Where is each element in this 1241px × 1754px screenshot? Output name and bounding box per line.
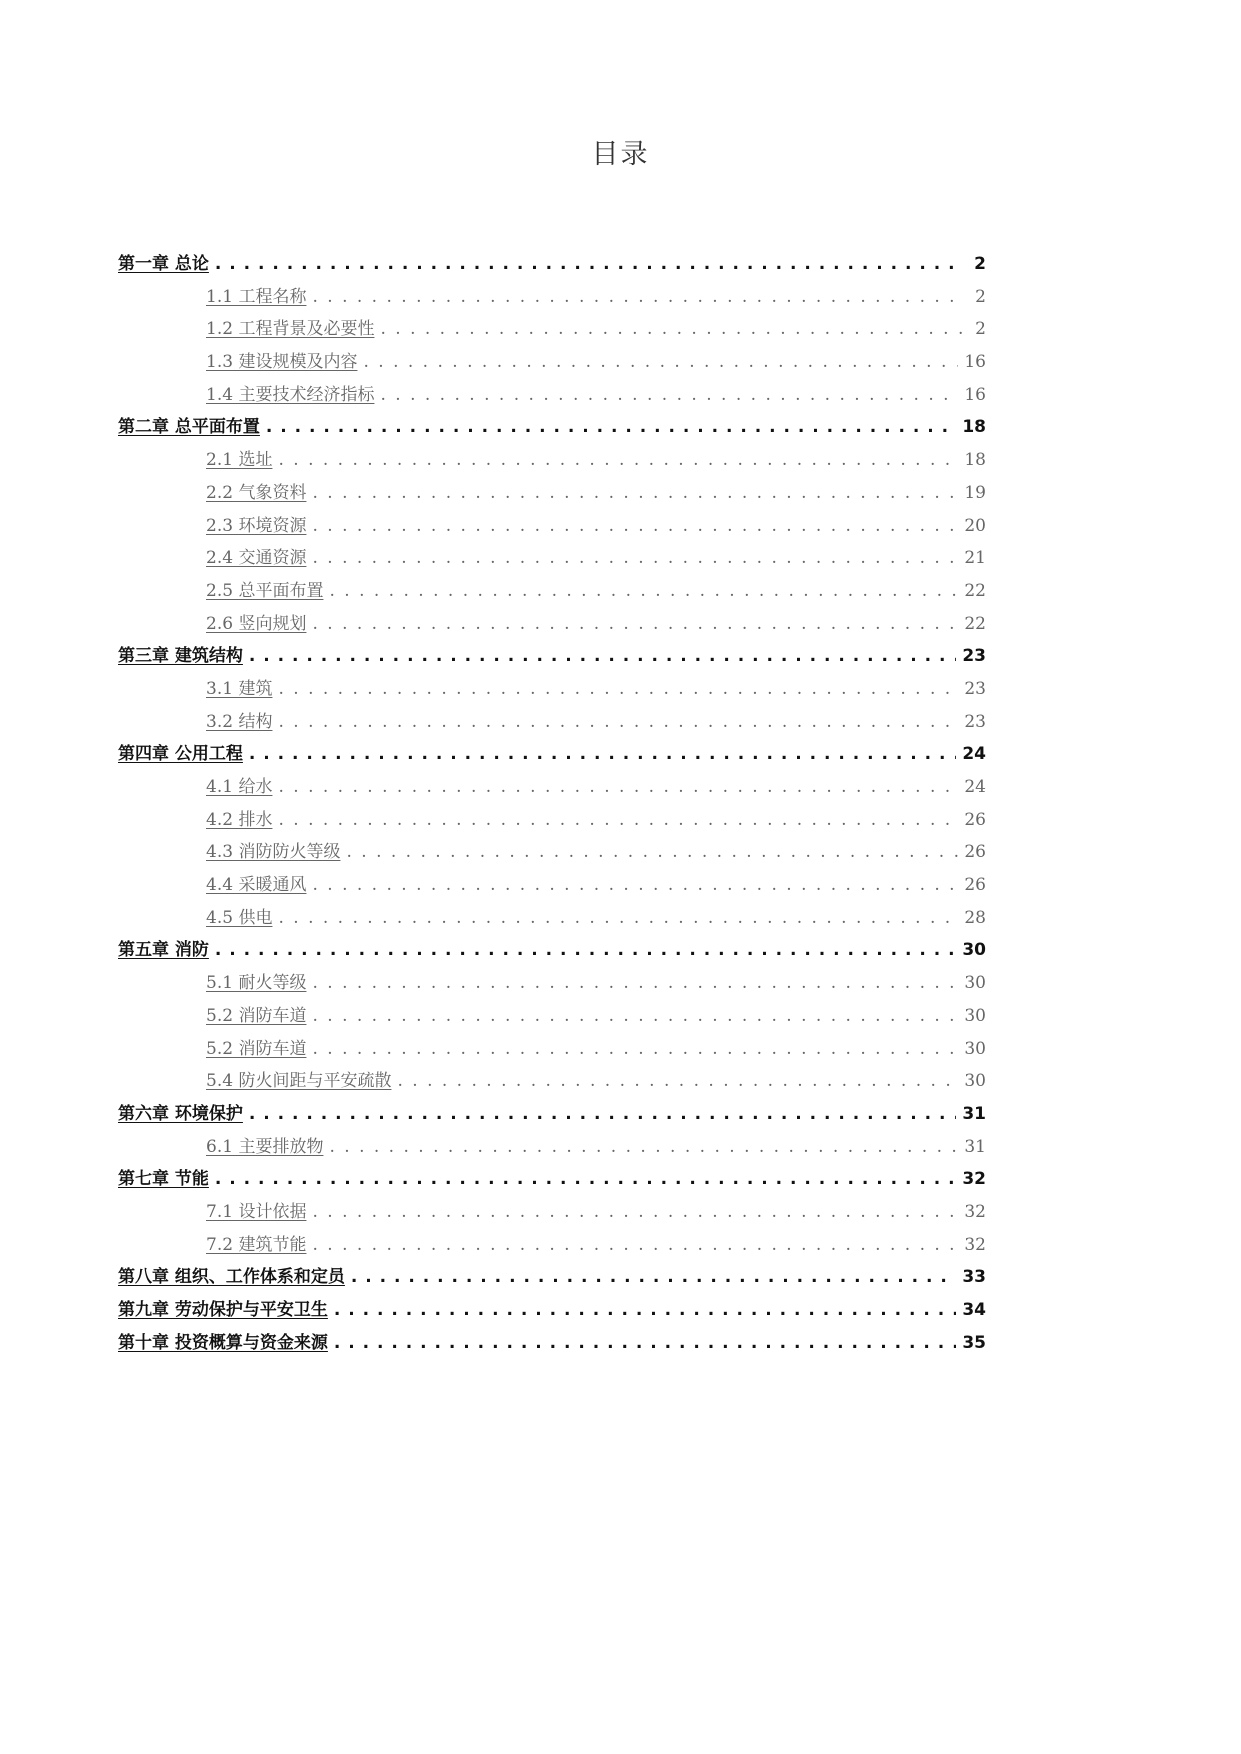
toc-leader-dots (266, 411, 956, 444)
toc-leader-dots (312, 477, 958, 510)
toc-leader-dots (249, 640, 956, 673)
toc-page-number: 32 (964, 1234, 986, 1255)
toc-leader-dots (329, 1131, 958, 1164)
toc-section-entry[interactable] (118, 444, 986, 477)
toc-entry-label[interactable]: 7.2 建筑节能 (206, 1234, 307, 1255)
toc-section-entry[interactable] (118, 967, 986, 1000)
toc-page-number: 22 (964, 580, 986, 601)
toc-leader-dots (312, 1229, 958, 1262)
toc-entry-label[interactable]: 第九章 劳动保护与平安卫生 (118, 1300, 328, 1320)
toc-page-number: 2 (975, 286, 986, 307)
toc-entry-label[interactable]: 1.3 建设规模及内容 (206, 352, 358, 373)
toc-section-entry[interactable] (118, 510, 986, 543)
toc-page-number: 19 (964, 482, 986, 503)
toc-page-number: 23 (964, 711, 986, 732)
toc-entry-label[interactable]: 第六章 环境保护 (118, 1103, 243, 1124)
toc-page-number: 22 (964, 613, 986, 634)
toc-entry-label[interactable]: 4.3 消防防火等级 (206, 842, 341, 863)
toc-entry-label[interactable]: 2.3 环境资源 (206, 515, 307, 536)
toc-entry-label[interactable]: 3.1 建筑 (206, 678, 273, 699)
toc-leader-dots (312, 542, 958, 575)
toc-entry-label[interactable]: 5.1 耐火等级 (206, 973, 307, 994)
toc-section-entry[interactable] (118, 673, 986, 706)
toc-entry-label[interactable]: 7.1 设计依据 (206, 1201, 307, 1222)
toc-section-entry[interactable] (118, 1033, 986, 1066)
toc-entry-label[interactable]: 2.2 气象资料 (206, 482, 307, 503)
toc-section-entry[interactable] (118, 379, 986, 412)
toc-page-number: 2 (974, 254, 986, 274)
toc-section-entry[interactable] (118, 575, 986, 608)
toc-page-number: 24 (962, 744, 986, 765)
toc-leader-dots (215, 1163, 956, 1196)
toc-entry-label[interactable]: 5.4 防火间距与平安疏散 (206, 1071, 392, 1092)
toc-section-entry[interactable] (118, 1131, 986, 1164)
toc-leader-dots (249, 1098, 956, 1131)
toc-entry-label[interactable]: 2.1 选址 (206, 450, 273, 471)
toc-page-number: 20 (964, 515, 986, 536)
toc-page-number: 31 (964, 1136, 986, 1157)
toc-entry-label[interactable]: 第四章 公用工程 (118, 744, 243, 765)
toc-leader-dots (312, 1000, 958, 1033)
toc-entry-label[interactable]: 第三章 建筑结构 (118, 646, 243, 667)
toc-page-number: 18 (964, 450, 986, 471)
toc-leader-dots (278, 706, 958, 739)
toc-page-number: 35 (962, 1332, 986, 1353)
toc-entry-label[interactable]: 1.1 工程名称 (206, 286, 307, 307)
toc-page-number: 21 (964, 548, 986, 569)
toc-entry-label[interactable]: 4.5 供电 (206, 907, 273, 928)
toc-page-number: 24 (964, 777, 986, 797)
toc-section-entry[interactable] (118, 771, 986, 804)
toc-entry-label[interactable]: 6.1 主要排放物 (206, 1136, 324, 1157)
toc-entry-label[interactable]: 1.2 工程背景及必要性 (206, 319, 375, 340)
toc-section-entry[interactable] (118, 869, 986, 902)
toc-leader-dots (329, 575, 958, 608)
toc-section-entry[interactable] (118, 902, 986, 935)
toc-leader-dots (278, 804, 958, 837)
toc-page-number: 32 (964, 1201, 986, 1222)
toc-chapter-entry[interactable] (118, 1163, 986, 1196)
toc-page-number: 30 (964, 973, 986, 994)
toc-chapter-entry[interactable] (118, 640, 986, 673)
toc-section-entry[interactable] (118, 1229, 986, 1262)
toc-leader-dots (380, 379, 958, 412)
toc-chapter-entry[interactable] (118, 1294, 986, 1327)
toc-leader-dots (312, 869, 958, 902)
toc-page-number: 28 (964, 907, 986, 928)
toc-page-number: 30 (964, 1071, 986, 1092)
toc-page-number: 31 (962, 1103, 986, 1124)
toc-chapter-entry[interactable] (118, 411, 986, 444)
toc-entry-label[interactable]: 2.4 交通资源 (206, 548, 307, 569)
toc-page-number: 23 (964, 678, 986, 699)
toc-page-number: 26 (964, 875, 986, 896)
toc-leader-dots (312, 608, 958, 641)
toc-section-entry[interactable] (118, 477, 986, 510)
toc-section-entry[interactable] (118, 1196, 986, 1229)
toc-page-number: 33 (962, 1267, 986, 1288)
toc-leader-dots (215, 934, 956, 967)
toc-page-number: 16 (964, 352, 986, 373)
toc-leader-dots (363, 346, 958, 379)
toc-leader-dots (334, 1327, 956, 1360)
toc-entry-label[interactable]: 4.1 给水 (206, 777, 273, 797)
toc-section-entry[interactable] (118, 706, 986, 739)
toc-entry-label[interactable]: 4.4 采暖通风 (206, 875, 307, 896)
toc-leader-dots (278, 673, 958, 706)
toc-page-number: 18 (962, 417, 986, 438)
toc-leader-dots (312, 1196, 958, 1229)
toc-entry-label[interactable]: 第二章 总平面布置 (118, 417, 260, 438)
toc-section-entry[interactable] (118, 281, 986, 314)
toc-leader-dots (397, 1065, 958, 1098)
toc-page-number: 26 (964, 842, 986, 863)
toc-chapter-entry[interactable] (118, 738, 986, 771)
toc-leader-dots (312, 1033, 958, 1066)
toc-page-number: 34 (962, 1300, 986, 1320)
toc-entry-label[interactable]: 2.5 总平面布置 (206, 580, 324, 601)
toc-section-entry[interactable] (118, 542, 986, 575)
toc-entry-label[interactable]: 第七章 节能 (118, 1169, 209, 1190)
toc-entry-label[interactable]: 4.2 排水 (206, 809, 273, 830)
toc-page-number: 2 (975, 319, 986, 340)
toc-chapter-entry[interactable] (118, 934, 986, 967)
toc-entry-label[interactable]: 5.2 消防车道 (206, 1038, 307, 1059)
toc-section-entry[interactable] (118, 608, 986, 641)
toc-leader-dots (215, 248, 962, 281)
toc-leader-dots (312, 967, 958, 1000)
toc-leader-dots (278, 902, 958, 935)
toc-leader-dots (346, 836, 958, 869)
toc-section-entry[interactable] (118, 804, 986, 837)
toc-page-number: 32 (962, 1169, 986, 1190)
toc-section-entry[interactable] (118, 313, 986, 346)
toc-page-number: 23 (962, 646, 986, 667)
toc-chapter-entry[interactable] (118, 1098, 986, 1131)
toc-entry-label[interactable]: 第八章 组织、工作体系和定员 (118, 1267, 345, 1288)
toc-leader-dots (249, 738, 956, 771)
toc-entry-label[interactable]: 第五章 消防 (118, 940, 209, 961)
toc-page-number: 30 (962, 940, 986, 961)
toc-section-entry[interactable] (118, 1000, 986, 1033)
toc-leader-dots (278, 444, 958, 477)
toc-page-number: 16 (964, 384, 986, 405)
toc-leader-dots (312, 281, 962, 314)
toc-leader-dots (380, 313, 962, 346)
toc-section-entry[interactable] (118, 346, 986, 379)
toc-page-number: 30 (964, 1038, 986, 1059)
document-title: 目录 (591, 139, 650, 170)
toc-leader-dots (334, 1294, 956, 1327)
toc-section-entry[interactable] (118, 1065, 986, 1098)
table-of-contents (118, 248, 986, 1359)
toc-chapter-entry[interactable] (118, 248, 986, 281)
toc-entry-label[interactable]: 3.2 结构 (206, 711, 273, 732)
toc-section-entry[interactable] (118, 836, 986, 869)
toc-page-number: 30 (964, 1005, 986, 1026)
toc-entry-label[interactable]: 2.6 竖向规划 (206, 613, 307, 634)
toc-leader-dots (278, 771, 958, 804)
toc-chapter-entry[interactable] (118, 1261, 986, 1294)
toc-leader-dots (312, 510, 958, 543)
toc-entry-label[interactable]: 1.4 主要技术经济指标 (206, 384, 375, 405)
toc-entry-label[interactable]: 5.2 消防车道 (206, 1005, 307, 1026)
toc-chapter-entry[interactable] (118, 1327, 986, 1360)
toc-leader-dots (351, 1261, 956, 1294)
toc-page-number: 26 (964, 809, 986, 830)
toc-entry-label[interactable]: 第十章 投资概算与资金来源 (118, 1332, 328, 1353)
toc-entry-label[interactable]: 第一章 总论 (118, 254, 209, 274)
